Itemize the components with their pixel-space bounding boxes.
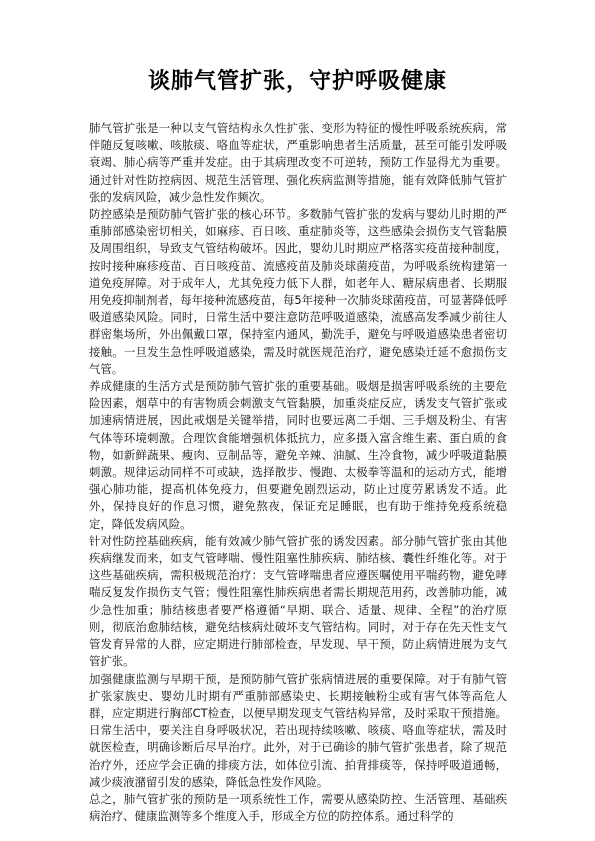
paragraph-infection-control: 防控感染是预防肺气管扩张的核心环节。多数肺气管扩张的发病与婴幼儿时期的严重肺部感染密切相关，如麻疹、百日咳、重症肺炎等，这些感染会损伤支气管黏膜及周围组织，导致支气管结构破坏。因此，婴幼儿时期应严格落实疫苗接种制度，按时接种麻疹疫苗、百日咳疫苗、流感疫苗及肺炎球菌疫苗，为呼吸系统构建第一道免疫屏障。对于成年人，尤其免疫力低下人群，如老年人、糖尿病患者、长期服用免疫抑制剂者，每年接种流感疫苗，每5年接种一次肺炎球菌疫苗，可显著降低呼吸道感染风险。同时，日常生活中要注意防范呼吸道感染，流感高发季减少前往人群密集场所，外出佩戴口罩，保持室内通风，勤洗手，避免与呼吸道感染患者密切接触。一旦发生急性呼吸道感染，需及时就医规范治疗，避免感染迁延不愈损伤支气管。 [89,207,507,376]
paragraph-summary: 总之，肺气管扩张的预防是一项系统性工作，需要从感染防控、生活管理、基础疾病治疗、健康监测等多个维度入手，形成全方位的防控体系。通过科学的 [89,791,507,824]
paragraph-intro: 肺气管扩张是一种以支气管结构永久性扩张、变形为特征的慢性呼吸系统疾病，常伴随反复咳嗽、咳脓痰、咯血等症状，严重影响患者生活质量，甚至可能引发呼吸衰竭、肺心病等严重并发症。由于其病理改变不可逆转，预防工作显得尤为重要。通过针对性防控病因、规范生活管理、强化疾病监测等措施，能有效降低肺气管扩张的发病风险，减少急性发作频次。 [89,121,507,204]
document-title: 谈肺气管扩张，守护呼吸健康 [147,68,447,94]
paragraph-monitoring: 加强健康监测与早期干预，是预防肺气管扩张病情进展的重要保障。对于有肺气管扩张家族史、婴幼儿时期有严重肺部感染史、长期接触粉尘或有害气体等高危人群，应定期进行胸部CT检查，以便早期发现支气管结构异常，及时采取干预措施。日常生活中，要关注自身呼吸状况，若出现持续咳嗽、咳痰、咯血等症状，需及时就医检查，明确诊断后尽早治疗。此外，对于已确诊的肺气管扩张患者，除了规范治疗外，还应学会正确的排痰方法，如体位引流、拍背排痰等，保持呼吸道通畅，减少痰液潴留引发的感染，降低急性发作风险。 [89,671,507,789]
document-body [89,120,507,825]
paragraph-underlying-disease: 针对性防控基础疾病，能有效减少肺气管扩张的诱发因素。部分肺气管扩张由其他疾病继发而来，如支气管哮喘、慢性阻塞性肺疾病、肺结核、囊性纤维化等。对于这些基础疾病，需积极规范治疗：支气管哮喘患者应遵医嘱使用平喘药物，避免哮喘反复发作损伤支气管；慢性阻塞性肺疾病患者需长期规范用药，改善肺功能，减少急性加重；肺结核患者要严格遵循“早期、联合、适量、规律、全程”的治疗原则，彻底治愈肺结核，避免结核病灶破坏支气管结构。同时，对于存在先天性支气管发育异常的人群，应定期进行肺部检查，早发现、早干预，防止病情进展为支气管扩张。 [89,533,507,669]
paragraph-lifestyle: 养成健康的生活方式是预防肺气管扩张的重要基础。吸烟是损害呼吸系统的主要危险因素，烟草中的有害物质会刺激支气管黏膜，加重炎症反应，诱发支气管扩张或加速病情进展，因此戒烟是关键举措，同时也要远离二手烟、三手烟及粉尘、有害气体等环境刺激。合理饮食能增强机体抵抗力，应多摄入富含维生素、蛋白质的食物，如新鲜蔬果、瘦肉、豆制品等，避免辛辣、油腻、生冷食物，减少呼吸道黏膜刺激。规律运动同样不可或缺，选择散步、慢跑、太极拳等温和的运动方式，能增强心肺功能，提高机体免疫力，但要避免剧烈运动，防止过度劳累诱发不适。此外，保持良好的作息习惯，避免熬夜，保证充足睡眠，也有助于维持免疫系统稳定，降低发病风险。 [89,379,507,531]
